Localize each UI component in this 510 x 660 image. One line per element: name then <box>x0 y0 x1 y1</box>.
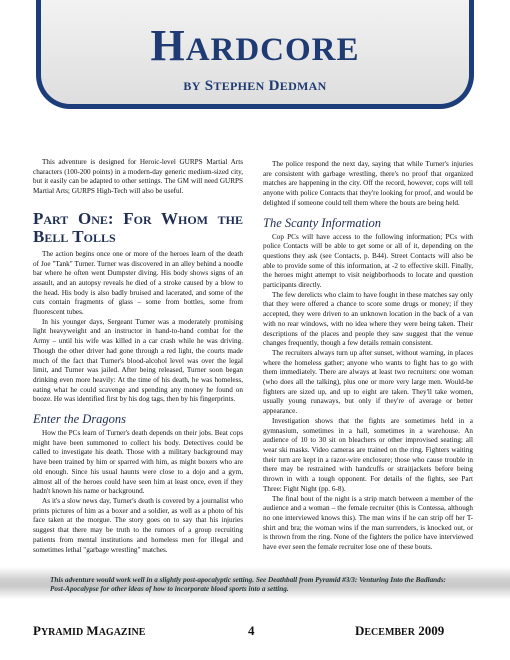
sidebar-note: This adventure would work well in a slightly post-apocalyptic setting. See Deathball from Pyramid #3/3: Venturing Into the Badlands: Post-Apocalypse for other ideas of how to incorporate blood sports into a setting. <box>50 576 446 593</box>
byline-tephen: TEPHEN <box>213 79 265 93</box>
right-paragraph-3: The few derelicts who claim to have fought in these matches say only that they were offered a chance to score some drugs or money; if they accepted, they were driven to an unknown location in the back of a van with no rear windows, with no idea where they were being taken. Their descriptions of the places and people they saw suggest that the venue changes frequently, though a few details remain consistent. <box>263 290 473 348</box>
header-area <box>0 0 510 124</box>
footer-magazine: PYRAMID MAGAZINE <box>33 623 146 638</box>
part-one-heading: Part One: For Whom the Bell Tolls <box>33 208 243 246</box>
right-paragraph-5: Investigation shows that the fights are sometimes held in a gymnasium, sometimes in a hall, sometimes in a warehouse. An audience of 10 to 30 sit on bleachers or other improvised seating; all wear ski masks. Video cameras are trained on the ring. Fighters waiting their turn are kept in a razor-wire enclosure; those who cause trouble in there may be restrained with handcuffs or straitjackets before being thrown in with a tough opponent. For details of the fights, see Part Three: Fight Night (pp. 6-8). <box>263 416 473 493</box>
right-paragraph-1: The police respond the next day, saying that while Turner's injuries are consistent with garbage wrestling, there's no proof that organized matches are happening in the city. Off the record, however, cops will tell anyone with police Contacts that they're looking for proof, and would be delighted if someone could tell them where the bouts are being held. <box>263 160 473 207</box>
title-banner <box>36 0 474 109</box>
left-paragraph-2: In his younger days, Sergeant Turner was a moderately promising light heavyweight and an instructor in hand-to-hand combat for the Army – until his wife was killed in a car crash while he was driving. Though the other driver had gone through a red light, the courts made much of the fact that Turner's blood-alcohol level was over the legal limit, and Turner was jailed. After being released, Turner soon began drinking even more heavily: At the time of his death, he was homeless, eating what he could scavenge and spending any money he found on booze. He was identified first by his dog tags, then by his fingerprints. <box>33 317 243 404</box>
byline-edman: EDMAN <box>279 79 327 93</box>
right-paragraph-6: The final bout of the night is a strip match between a member of the audience and a woman – the female recruiter (this is Contessa, although no one interviewed knows this). The man wins if he can strip off her T-shirt and bra; the woman wins if the man surrenders, is knocked out, or is thrown from the ring. None of the fighters the police have interviewed have ever seen the female recruiter lose one of these bouts. <box>263 494 473 552</box>
left-paragraph-4: As it's a slow news day, Turner's death is covered by a journalist who prints pictures of him as a boxer and a soldier, as well as a photo of his face taken at the morgue. The story goes on to say that his injuries suggest that there may be truth to the rumors of a group recruiting patients from mental institutions and homeless men for illegal and sometimes lethal "garbage wrestling" matches. <box>33 496 243 554</box>
right-column <box>263 160 473 553</box>
intro-paragraph: This adventure is designed for Heroic-level GURPS Martial Arts characters (100-200 points) in a modern-day generic medium-sized city, but it easily can be adapted to other settings. The GM will need GURPS Martial Arts; GURPS High-Tech will also be useful. <box>33 158 243 196</box>
footer-page-number: 4 <box>248 623 255 638</box>
scanty-information-heading: The Scanty Information <box>263 215 382 230</box>
article-title <box>41 21 469 72</box>
enter-dragons-heading: Enter the Dragons <box>33 412 127 427</box>
right-paragraph-4: The recruiters always turn up after sunset, without warning, in places where the homeless gather; anyone who wants to fight has to go with them immediately. There are always at least two recruiters: one woman (who does all the talking), plus one or more very large men. Would-be fighters are sized up, and up to eight are taken. They'll take women, usually young runaways, but only if they're of average or better appearance. <box>263 348 473 416</box>
byline-d: D <box>268 78 280 94</box>
title-initial: H <box>150 21 186 70</box>
byline-s: S <box>204 78 214 94</box>
left-paragraph-3: How the PCs learn of Turner's death depends on their jobs. Beat cops might have been summoned to collect his body. Detectives could be called to investigate his death. Those with a military background may have been trained by him or sparred with him, as might boxers who are old enough. Since his usual haunts were close to a dojo and a gym, almost all of the heroes could have seen him at least once, even if they hadn't known his name or background. <box>33 429 243 496</box>
right-paragraph-2: Cop PCs will have access to the following information; PCs with police Contacts will be able to get some or all of it, depending on the questions they ask (see Contacts, p. B44). Street Contacts will also be able to provide some of this information, at -2 to effective skill. Finally, the heroes might attempt to visit neighborhoods to locate and question participants directly. <box>263 232 473 290</box>
left-column <box>33 158 243 555</box>
article-byline <box>41 78 469 95</box>
title-rest: ARDCORE <box>185 32 360 68</box>
left-paragraph-1: The action begins once one or more of the heroes learn of the death of Joe "Tank" Turner. Turner was discovered in an alley behind a noodle bar where he often went Dumpster diving. His body shows signs of an assault, and an autopsy reveals he died of a stroke caused by a blow to the head. His body is also badly bruised and lacerated, and some of the cuts contain fragments of glass – some from bottles, some from fluorescent tubes. <box>33 249 243 317</box>
byline-by: BY <box>183 79 201 93</box>
footer-date: DECEMBER 2009 <box>355 623 445 638</box>
